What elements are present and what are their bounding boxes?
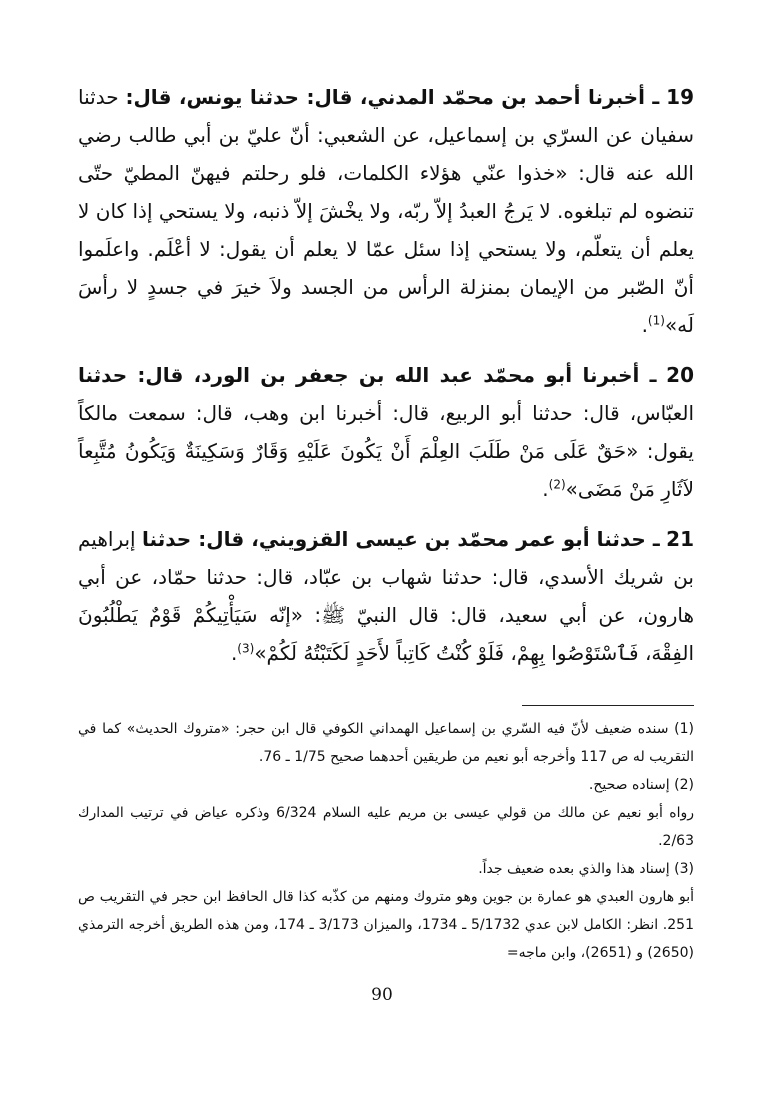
hadith-20: 20 ـ أخبرنا أبو محمّد عبد الله بن جعفر بن الورد، قال: حدثنا العبّاس، قال: حدثنا أبو الربيع، قال: أخبرنا ابن وهب، قال: سمعت مالكاً يقول: «حَقٌ عَلَى مَنْ طَلَبَ العِلْمَ أَنْ يَكُونَ عَلَيْهِ وَقَارٌ وَسَكِينَةٌ وَيَكُونُ مُتَّبِعاً لآثَارِ مَنْ مَضَى»$^{(2)}$. (78, 363, 694, 501)
footnote-ref: (2) (548, 477, 566, 492)
footnote-marker: (2) (674, 777, 694, 793)
footnote-line: 3/173 ـ 174، ومن هذه الطريق أخرجه الترمذي (2650) و (2651)، وابن ماجه= (78, 917, 694, 961)
footnote-3-body (78, 883, 694, 967)
footnote-ref: (1) (647, 313, 665, 328)
footnote-line: إسناده صحيح. (588, 777, 670, 793)
hadith-lead: أخبرنا أبو محمّد عبد الله بن جعفر بن الورد، قال: حدثنا (78, 363, 640, 387)
footnote-line: رواه أبو نعيم عن مالك من قولي عيسى بن مريم عليه السلام 6/324 وذكره عياض في (170, 805, 695, 821)
hadith-lead: حدثنا أبو عمر محمّد بن عيسى القزويني، قال: حدثنا (142, 527, 646, 551)
page-number: 90 (371, 985, 393, 1005)
hadith-21: 21 ـ حدثنا أبو عمر محمّد بن عيسى القزويني، قال: حدثنا إبراهيم بن شريك الأسدي، قال: حدثنا شهاب بن عبّاد، قال: حدثنا حمّاد، عن أبي هارون، عن أبي سعيد، قال: قال النبيّ ﷺ: «إنّه سَيَأْتِيكُمْ قَوْمٌ يَطْلُبُونَ الفِقْهَ، فَٱسْتَوْصُوا بِهِمْ، فَلَوْ كُنْتُ كَاتِباً لأَحَدٍ لَكَتَبْتُهُ لَكُمْ»$^{(3)}$. (78, 527, 694, 665)
footnote-line: أبو هارون العبدي هو عمارة بن جوين وهو متروك ومنهم من كذّبه كذا قال الحافظ (226, 889, 694, 905)
footnote-line: كما في التقريب له ص 117 وأخرجه أبو نعيم من طريقين أحدهما صحيح 1/75 ـ 76. (78, 721, 694, 765)
hadith-19: 19 ـ أخبرنا أحمد بن محمّد المدني، قال: حدثنا يونس، قال: حدثنا سفيان عن السرّي بن إسماعيل، عن الشعبي: أنّ عليّ بن أبي طالب رضي الله عنه قال: «خذوا عنّي هؤلاء الكلمات، فلو رحلتم فيهنّ المطيّ حتّى تنضوه لم تبلغوه. لا يَرجُ العبدُ إلاّ ربّه، ولا يخْشَ إلاّ ذنبه، ولا يستحي إذا كان لا يعلم أن يتعلّم، ولا يستحي إذا سئل عمّا لا يعلم أن يقول: لا أعْلَم. واعلَموا أنّ الصّبر من الإيمان بمنزلة الرأس من الجسد ولاَ خيرَ في جسدٍ لا رأسَ لَه»$^{(1)}$. (78, 85, 694, 337)
footnote-line: سنده ضعيف لأنّ فيه السّري بن إسماعيل الهمداني الكوفي قال ابن حجر: «متروك الحديث» (126, 721, 669, 737)
hadith-text: إبراهيم بن شريك الأسدي، قال: حدثنا شهاب بن عبّاد، قال: حدثنا حمّاد، عن أبي هارون، عن أبي سعيد، قال: قال النبيّ ﷺ: «إنّه سَيَأْتِيكُمْ قَوْمٌ يَطْلُبُونَ الفِقْهَ، فَٱسْتَوْصُوا بِهِمْ، فَلَوْ كُنْتُ كَاتِباً لأَحَدٍ لَكَتَبْتُهُ لَكُمْ» (78, 527, 694, 665)
footnote-marker: (1) (674, 721, 694, 737)
hadith-number: 20 (666, 363, 694, 387)
footnote-separator (522, 705, 694, 706)
footnote-2 (78, 771, 694, 799)
hadith-lead: أخبرنا أحمد بن محمّد المدني، قال: حدثنا يونس، قال: (125, 85, 645, 109)
hadith-text: حدثنا سفيان عن السرّي بن إسماعيل، عن الشعبي: أنّ عليّ بن أبي طالب رضي الله عنه قال: «خذوا عنّي هؤلاء الكلمات، فلو رحلتم فيهنّ المطيّ حتّى تنضوه لم تبلغوه. لا يَرجُ العبدُ إلاّ ربّه، ولا يخْشَ إلاّ ذنبه، ولا يستحي إذا كان لا يعلم أن يتعلّم، ولا يستحي إذا سئل عمّا لا يعلم أن يقول: لا أعْلَم. واعلَموا أنّ الصّبر من الإيمان بمنزلة الرأس من الجسد ولاَ خيرَ في جسدٍ لا رأسَ لَه» (78, 85, 694, 337)
footnote-line: ترتيب المدارك 2/63. (78, 805, 694, 849)
footnote-3 (78, 855, 694, 883)
footnote-2-body (78, 799, 694, 855)
main-text (78, 78, 694, 684)
footnote-ref: (3) (237, 641, 255, 656)
hadith-text: العبّاس، قال: حدثنا أبو الربيع، قال: أخبرنا ابن وهب، قال: سمعت مالكاً يقول: «حَقٌ عَلَى مَنْ طَلَبَ العِلْمَ أَنْ يَكُونَ عَلَيْهِ وَقَارٌ وَسَكِينَةٌ وَيَكُونُ مُتَّبِعاً لآثَارِ مَنْ مَضَى» (78, 401, 694, 501)
hadith-number: 19 (666, 85, 694, 109)
footnote-1 (78, 715, 694, 771)
footnote-marker: (3) (674, 861, 694, 877)
hadith-number: 21 (666, 527, 694, 551)
footnotes (78, 715, 694, 967)
footnote-line: إسناد هذا والذي بعده ضعيف جداً. (478, 861, 670, 877)
footnote-line: ابن حجر في التقريب ص 251. انظر: الكامل لابن عدي 5/1732 ـ 1734، والميزان (78, 889, 694, 933)
